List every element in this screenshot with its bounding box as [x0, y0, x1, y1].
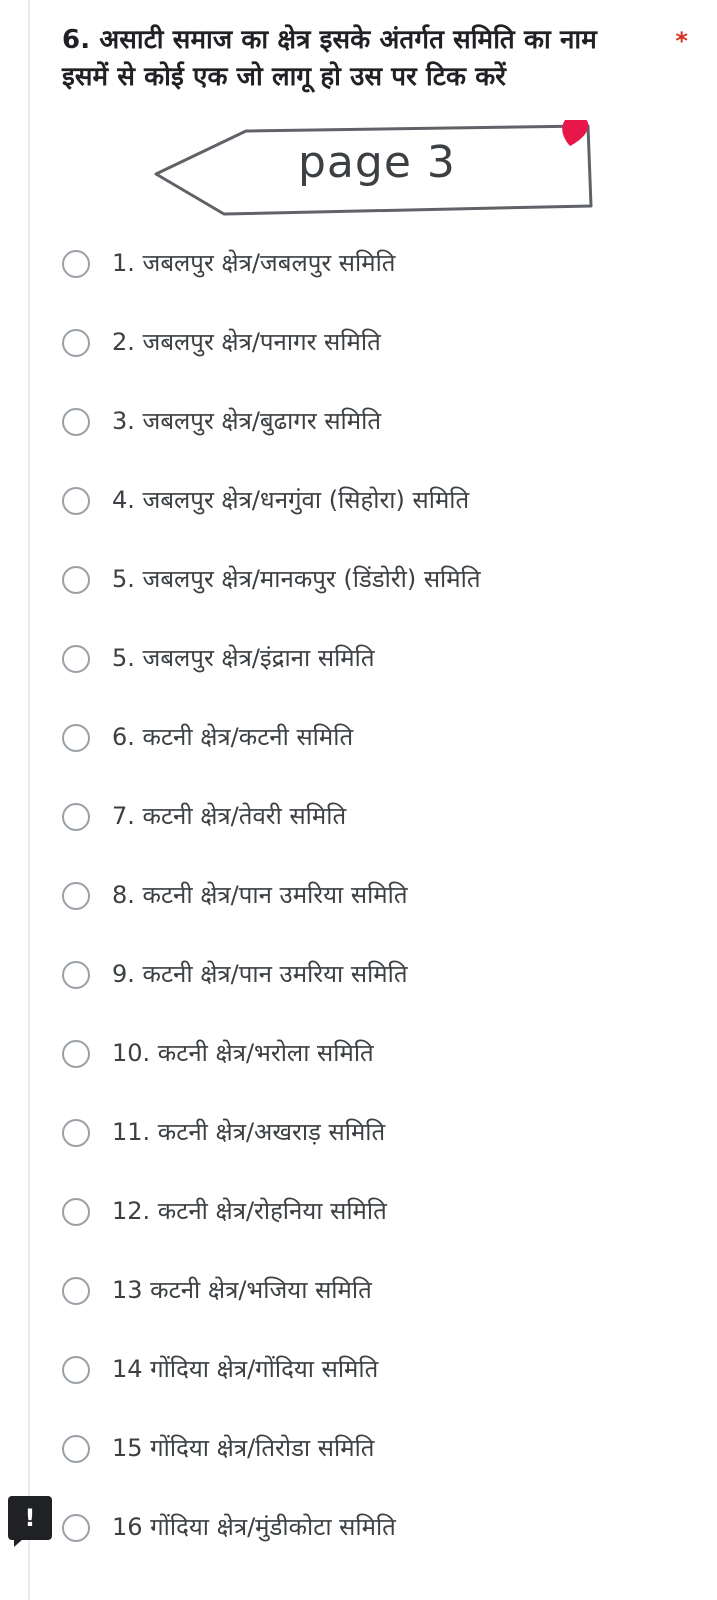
list-item[interactable] [62, 382, 662, 461]
list-item[interactable] [62, 540, 662, 619]
option-label: 4. जबलपुर क्षेत्र/धनगुंवा (सिहोरा) समिति [112, 486, 470, 515]
option-label: 9. कटनी क्षेत्र/पान उमरिया समिति [112, 960, 408, 989]
option-label: 11. कटनी क्षेत्र/अखराड़ समिति [112, 1118, 386, 1147]
radio-button-icon[interactable] [62, 250, 90, 278]
list-item[interactable] [62, 935, 662, 1014]
list-item[interactable] [62, 619, 662, 698]
radio-button-icon[interactable] [62, 1435, 90, 1463]
option-label: 10. कटनी क्षेत्र/भरोला समिति [112, 1039, 374, 1068]
list-item[interactable] [62, 1093, 662, 1172]
radio-button-icon[interactable] [62, 724, 90, 752]
option-label: 8. कटनी क्षेत्र/पान उमरिया समिति [112, 881, 408, 910]
list-item[interactable] [62, 1014, 662, 1093]
list-item[interactable] [62, 1172, 662, 1251]
annotation-label: page 3 [298, 137, 456, 188]
radio-button-icon[interactable] [62, 803, 90, 831]
list-item[interactable] [62, 461, 662, 540]
list-item[interactable] [62, 1409, 662, 1488]
list-item[interactable] [62, 1330, 662, 1409]
status-badge[interactable] [8, 1496, 52, 1540]
radio-button-icon[interactable] [62, 1356, 90, 1384]
option-label: 7. कटनी क्षेत्र/तेवरी समिति [112, 802, 347, 831]
radio-button-icon[interactable] [62, 961, 90, 989]
page-title [62, 22, 688, 96]
option-label: 14 गोंदिया क्षेत्र/गोंदिया समिति [112, 1355, 379, 1384]
list-item[interactable] [62, 856, 662, 935]
radio-button-icon[interactable] [62, 487, 90, 515]
list-item[interactable] [62, 698, 662, 777]
option-label: 16 गोंदिया क्षेत्र/मुंडीकोटा समिति [112, 1513, 396, 1542]
list-item[interactable] [62, 1488, 662, 1567]
option-label: 5. जबलपुर क्षेत्र/मानकपुर (डिंडोरी) समिति [112, 565, 481, 594]
radio-button-icon[interactable] [62, 1040, 90, 1068]
radio-button-icon[interactable] [62, 1277, 90, 1305]
warning-icon: ! [24, 1504, 36, 1532]
required-asterisk: * [675, 27, 688, 55]
radio-button-icon[interactable] [62, 882, 90, 910]
option-label: 6. कटनी क्षेत्र/कटनी समिति [112, 723, 354, 752]
option-label: 2. जबलपुर क्षेत्र/पनागर समिति [112, 328, 381, 357]
radio-button-icon[interactable] [62, 1119, 90, 1147]
option-label: 13 कटनी क्षेत्र/भजिया समिति [112, 1276, 372, 1305]
list-item[interactable] [62, 303, 662, 382]
option-label: 12. कटनी क्षेत्र/रोहनिया समिति [112, 1197, 387, 1226]
question-text: 6. असाटी समाज का क्षेत्र इसके अंतर्गत समिति का नाम इसमें से कोई एक जो लागू हो उस पर टिक करें [62, 25, 597, 92]
option-label: 15 गोंदिया क्षेत्र/तिरोडा समिति [112, 1434, 375, 1463]
option-label: 3. जबलपुर क्षेत्र/बुढागर समिति [112, 407, 382, 436]
list-item[interactable] [62, 1251, 662, 1330]
badge-tail [14, 1539, 23, 1547]
radio-button-icon[interactable] [62, 645, 90, 673]
radio-button-icon[interactable] [62, 329, 90, 357]
list-item[interactable] [62, 777, 662, 856]
radio-button-icon[interactable] [62, 1514, 90, 1542]
radio-button-icon[interactable] [62, 408, 90, 436]
list-item[interactable] [62, 224, 662, 303]
radio-button-icon[interactable] [62, 566, 90, 594]
radio-button-icon[interactable] [62, 1198, 90, 1226]
option-label: 1. जबलपुर क्षेत्र/जबलपुर समिति [112, 249, 396, 278]
option-label: 5. जबलपुर क्षेत्र/इंद्राना समिति [112, 644, 375, 673]
radio-group[interactable] [62, 224, 662, 1567]
